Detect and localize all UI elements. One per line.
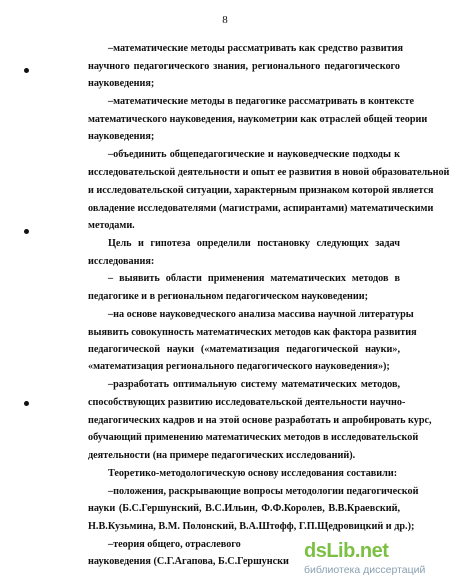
text-line: «математизация регионального педагогического науковедения»); [88, 361, 390, 372]
text-line: науки (Б.С.Гершунский, В.С.Ильин, Ф.Ф.Королев, В.В.Краевский, [88, 503, 400, 514]
punch-hole-bullet [24, 229, 29, 234]
text-line: –теория общего, отраслевого [108, 539, 241, 550]
text-line: науковедения; [88, 131, 155, 142]
page-number: 8 [222, 14, 228, 26]
punch-hole-bullet [24, 68, 29, 73]
text-line: педагогической науки («математизация педагогической науки», [88, 344, 400, 355]
text-line: педагогических кадров и на этой основе разработать и апробировать курс, [88, 415, 432, 426]
text-line: обучающий применению математических методов в исследовательской [88, 432, 419, 443]
text-line: выявить совокупность математических методов как фактора развития [88, 327, 417, 338]
text-line: деятельности (на примере педагогических исследований). [88, 450, 356, 461]
text-line: исследования: [88, 256, 155, 267]
text-line: –на основе науковедческого анализа массива научной литературы [108, 309, 414, 320]
text-line: математического науковедения, наукометрии как отраслей общей теории [88, 114, 428, 125]
text-line: Цель и гипотеза определили постановку следующих задач [108, 238, 400, 249]
watermark-logo: dsLib.net [304, 540, 389, 562]
text-line: и исследовательской ситуации, характерным признаком которой является [88, 185, 434, 196]
text-line: Н.В.Кузьмина, В.М. Полонский, В.А.Штофф, Г.П.Щедровицкий и др.); [88, 521, 415, 532]
text-line: исследовательской деятельности и опыт ее развития в новой образовательной [88, 167, 450, 178]
text-line: –математические методы рассматривать как средство развития [108, 43, 403, 54]
text-line: педагогике и в региональном педагогическом науковедении; [88, 291, 368, 302]
text-line: науковедения; [88, 78, 155, 89]
text-line: –математические методы в педагогике рассматривать в контексте [108, 96, 414, 107]
text-line: научного педагогического знания, регионального педагогического [88, 61, 400, 72]
text-line: –положения, раскрывающие вопросы методологии педагогической [108, 486, 419, 497]
text-line: науковедения (С.Г.Агапова, Б.С.Гершунски [88, 556, 289, 567]
text-line: способствующих развитию исследовательской деятельности научно- [88, 397, 406, 408]
text-line: овладение исследователями (магистрами, аспирантами) математическими [88, 203, 434, 214]
text-line: –объединить общепедагогические и науковедческие подходы к [108, 149, 400, 160]
text-line: –разработать оптимальную систему математических методов, [108, 379, 400, 390]
punch-hole-bullet [24, 401, 29, 406]
text-line: – выявить области применения математических методов в [108, 273, 400, 284]
text-line: методами. [88, 220, 135, 231]
watermark-subtitle: библиотека диссертаций [304, 564, 426, 576]
text-line: Теоретико-методологическую основу исследования составили: [108, 468, 398, 479]
watermark [300, 538, 450, 582]
